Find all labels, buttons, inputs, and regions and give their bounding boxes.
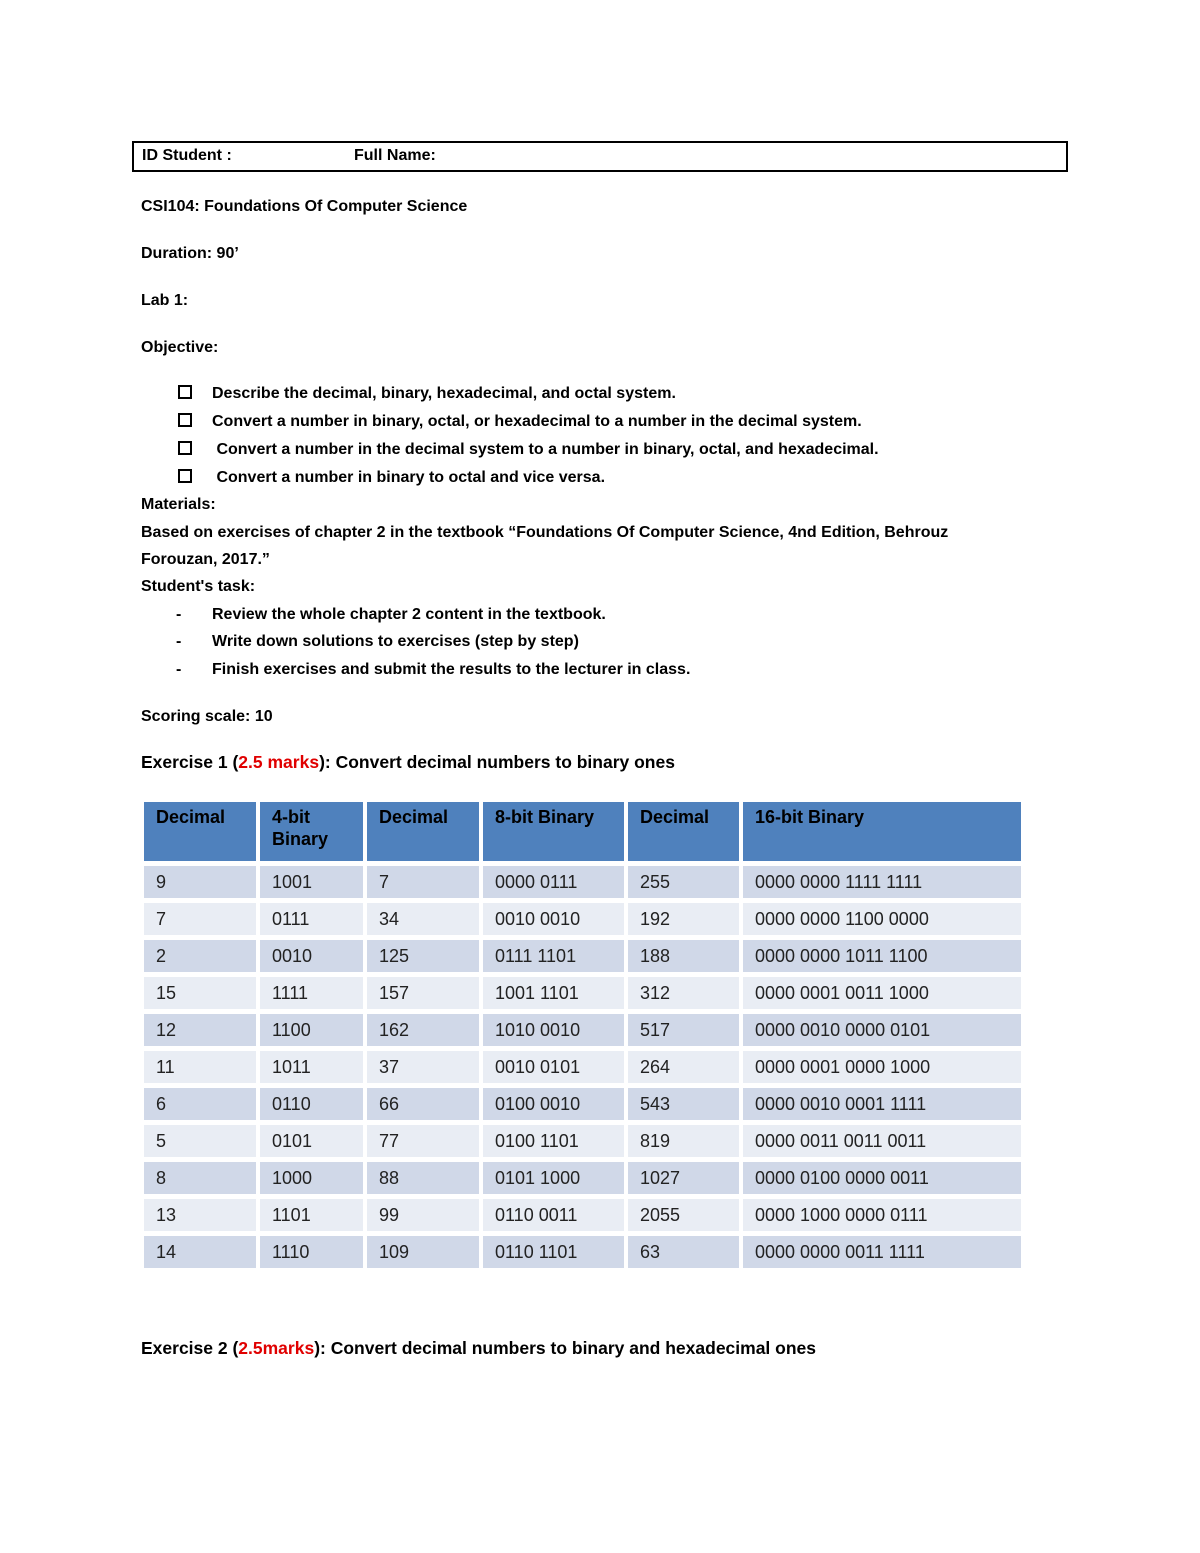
table-cell: 1001 — [260, 866, 363, 898]
materials-label: Materials: — [141, 496, 216, 513]
table-row — [144, 1051, 1021, 1083]
table-cell: 13 — [144, 1199, 256, 1231]
table-cell: 1101 — [260, 1199, 363, 1231]
table-cell: 0100 0010 — [483, 1088, 624, 1120]
table-cell: 0110 0011 — [483, 1199, 624, 1231]
table-cell: 192 — [628, 903, 739, 935]
table-cell: 0000 0001 0011 1000 — [743, 977, 1021, 1009]
table-cell: 0010 0101 — [483, 1051, 624, 1083]
table-cell: 1100 — [260, 1014, 363, 1046]
objective-item: Describe the decimal, binary, hexadecimal, and octal system. — [178, 384, 676, 404]
objective-item: Convert a number in binary, octal, or hexadecimal to a number in the decimal system. — [178, 412, 862, 432]
table-row — [144, 1236, 1021, 1268]
table-cell: 66 — [367, 1088, 479, 1120]
table-cell: 0110 1101 — [483, 1236, 624, 1268]
table-cell: 0010 — [260, 940, 363, 972]
table-row — [144, 977, 1021, 1009]
table-cell: 11 — [144, 1051, 256, 1083]
table-cell: 188 — [628, 940, 739, 972]
table-cell: 88 — [367, 1162, 479, 1194]
id-student-label: ID Student : — [142, 147, 232, 164]
table-cell: 312 — [628, 977, 739, 1009]
table-cell: 0000 0000 0011 1111 — [743, 1236, 1021, 1268]
table-cell: 2 — [144, 940, 256, 972]
column-header: 4-bit Binary — [260, 802, 363, 861]
table-cell: 5 — [144, 1125, 256, 1157]
table-cell: 1010 0010 — [483, 1014, 624, 1046]
exercise-2-title: Exercise 2 (2.5marks): Convert decimal numbers to binary and hexadecimal ones — [141, 1338, 817, 1358]
table-row — [144, 1125, 1021, 1157]
table-row — [144, 1162, 1021, 1194]
table-cell: 7 — [144, 903, 256, 935]
table-cell: 0000 0100 0000 0011 — [743, 1162, 1021, 1194]
table-cell: 0000 0000 1011 1100 — [743, 940, 1021, 972]
table-cell: 0101 1000 — [483, 1162, 624, 1194]
table-cell: 1110 — [260, 1236, 363, 1268]
table-cell: 1011 — [260, 1051, 363, 1083]
duration: Duration: 90’ — [141, 245, 239, 262]
checkbox-bullet-icon — [178, 469, 192, 483]
table-cell: 0000 0000 1100 0000 — [743, 903, 1021, 935]
table-cell: 0000 0011 0011 0011 — [743, 1125, 1021, 1157]
table-cell: 109 — [367, 1236, 479, 1268]
full-name-label: Full Name: — [354, 147, 436, 164]
task-item: - Review the whole chapter 2 content in the textbook. — [176, 606, 606, 623]
table-cell: 1111 — [260, 977, 363, 1009]
objective-item: Convert a number in the decimal system to a number in binary, octal, and hexadecimal. — [178, 440, 879, 460]
checkbox-bullet-icon — [178, 413, 192, 427]
table-cell: 157 — [367, 977, 479, 1009]
checkbox-bullet-icon — [178, 441, 192, 455]
table-cell: 2055 — [628, 1199, 739, 1231]
table-cell: 0111 — [260, 903, 363, 935]
table-cell: 12 — [144, 1014, 256, 1046]
column-header: Decimal — [628, 802, 739, 861]
table-cell: 6 — [144, 1088, 256, 1120]
table-cell: 543 — [628, 1088, 739, 1120]
table-cell: 9 — [144, 866, 256, 898]
table-cell: 63 — [628, 1236, 739, 1268]
table-cell: 0000 0010 0000 0101 — [743, 1014, 1021, 1046]
table-cell: 0000 0000 1111 1111 — [743, 866, 1021, 898]
materials-text: Based on exercises of chapter 2 in the textbook “Foundations Of Computer Science, 4nd Edition, Behrouz — [141, 524, 949, 541]
column-header: 16-bit Binary — [743, 802, 1021, 861]
table-cell: 15 — [144, 977, 256, 1009]
objective-label: Objective: — [141, 339, 219, 356]
table-row — [144, 1088, 1021, 1120]
table-cell: 125 — [367, 940, 479, 972]
table-cell: 77 — [367, 1125, 479, 1157]
table-cell: 0000 0001 0000 1000 — [743, 1051, 1021, 1083]
column-header: Decimal — [367, 802, 479, 861]
course-title: CSI104: Foundations Of Computer Science — [141, 198, 468, 215]
table-cell: 34 — [367, 903, 479, 935]
student-info-box — [132, 141, 1068, 172]
lab-title: Lab 1: — [141, 292, 189, 309]
checkbox-bullet-icon — [178, 385, 192, 399]
table-row — [144, 903, 1021, 935]
table-cell: 7 — [367, 866, 479, 898]
table-cell: 0110 — [260, 1088, 363, 1120]
column-header: 8-bit Binary — [483, 802, 624, 861]
exercise-1-title: Exercise 1 (2.5 marks): Convert decimal numbers to binary ones — [141, 752, 675, 772]
table-cell: 0000 1000 0000 0111 — [743, 1199, 1021, 1231]
scoring-scale: Scoring scale: 10 — [141, 708, 273, 725]
table-cell: 0111 1101 — [483, 940, 624, 972]
table-row — [144, 1199, 1021, 1231]
table-cell: 0101 — [260, 1125, 363, 1157]
table-cell: 517 — [628, 1014, 739, 1046]
table-cell: 8 — [144, 1162, 256, 1194]
table-cell: 0010 0010 — [483, 903, 624, 935]
table-cell: 1000 — [260, 1162, 363, 1194]
table-cell: 37 — [367, 1051, 479, 1083]
table-cell: 14 — [144, 1236, 256, 1268]
conversion-table — [140, 797, 1025, 1273]
table-row — [144, 940, 1021, 972]
task-item: - Write down solutions to exercises (step by step) — [176, 633, 579, 650]
table-row — [144, 866, 1021, 898]
objective-item: Convert a number in binary to octal and vice versa. — [178, 468, 605, 488]
table-cell: 255 — [628, 866, 739, 898]
task-item: - Finish exercises and submit the results to the lecturer in class. — [176, 661, 691, 678]
table-cell: 1027 — [628, 1162, 739, 1194]
table-cell: 819 — [628, 1125, 739, 1157]
table-cell: 0100 1101 — [483, 1125, 624, 1157]
column-header: Decimal — [144, 802, 256, 861]
table-cell: 0000 0111 — [483, 866, 624, 898]
table-cell: 0000 0010 0001 1111 — [743, 1088, 1021, 1120]
table-cell: 99 — [367, 1199, 479, 1231]
table-cell: 264 — [628, 1051, 739, 1083]
table-cell: 1001 1101 — [483, 977, 624, 1009]
task-label: Student's task: — [141, 578, 256, 595]
table-cell: 162 — [367, 1014, 479, 1046]
table-row — [144, 1014, 1021, 1046]
materials-text-cont: Forouzan, 2017.” — [141, 551, 270, 568]
